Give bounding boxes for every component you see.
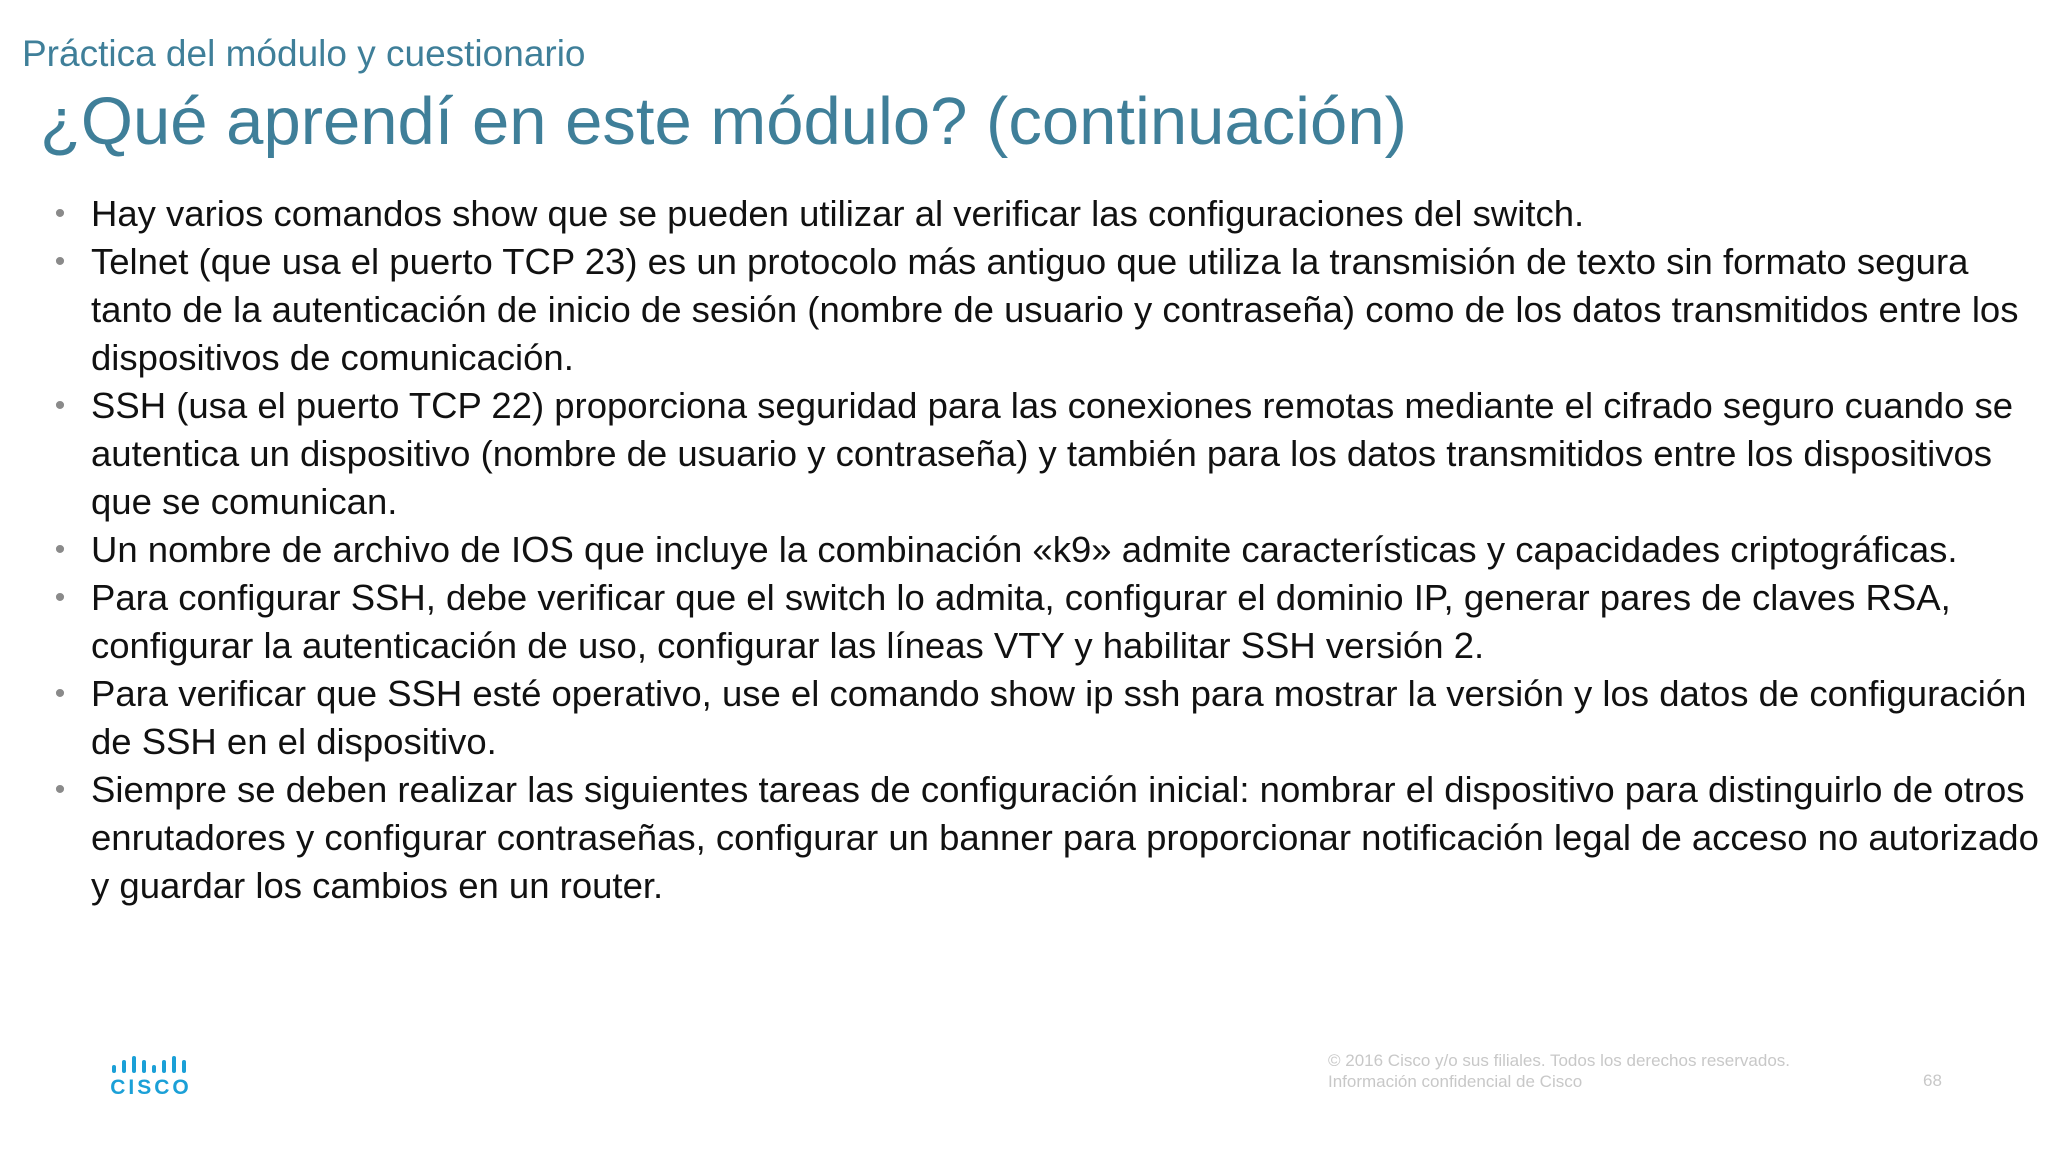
cisco-bridge-logo-icon	[110, 1055, 192, 1075]
slide-title: ¿Qué aprendí en este módulo? (continuación)	[40, 84, 1407, 159]
bullet-text: Para configurar SSH, debe verificar que el switch lo admita, configurar el dominio IP, generar pares de claves RSA, configurar la autenticación de uso, configurar las líneas VTY y habilitar SSH versión 2.	[91, 577, 1951, 666]
bullet-item	[50, 238, 2040, 382]
page-number: 68	[1923, 1071, 1942, 1090]
bullet-dot-icon: •	[54, 245, 66, 278]
bullet-text: Telnet (que usa el puerto TCP 23) es un protocolo más antiguo que utiliza la transmisión de texto sin formato segura tanto de la autenticación de inicio de sesión (nombre de usuario y contraseña) como de los datos transmitidos entre los dispositivos de comunicación.	[91, 241, 2019, 378]
bullet-item	[50, 190, 2040, 238]
bullet-text: Para verificar que SSH esté operativo, use el comando show ip ssh para mostrar la versión y los datos de configuración de SSH en el dispositivo.	[91, 673, 2027, 762]
bullet-item	[50, 526, 2040, 574]
bullet-item	[50, 670, 2040, 766]
bullet-dot-icon: •	[54, 677, 66, 710]
bullet-text: Siempre se deben realizar las siguientes tareas de configuración inicial: nombrar el dispositivo para distinguirlo de otros enrutadores y configurar contraseñas, configurar un banner para proporcionar notificación legal de acceso no autorizado y guardar los cambios en un router.	[91, 769, 2039, 906]
footer-copyright: © 2016 Cisco y/o sus filiales. Todos los derechos reservados.	[1328, 1051, 1790, 1070]
bullet-dot-icon: •	[54, 773, 66, 806]
bullet-item	[50, 382, 2040, 526]
bullet-text: SSH (usa el puerto TCP 22) proporciona seguridad para las conexiones remotas mediante el cifrado seguro cuando se autentica un dispositivo (nombre de usuario y contraseña) y también para los datos transmitidos entre los dispositivos que se comunican.	[91, 385, 2014, 522]
footer-confidential: Información confidencial de Cisco	[1328, 1072, 1583, 1091]
cisco-logo	[110, 1055, 192, 1097]
bullet-dot-icon: •	[54, 533, 66, 566]
bullet-dot-icon: •	[54, 197, 66, 230]
bullet-text: Un nombre de archivo de IOS que incluye la combinación «k9» admite características y capacidades criptográficas.	[91, 529, 1958, 570]
bullet-text: Hay varios comandos show que se pueden utilizar al verificar las configuraciones del switch.	[91, 193, 1585, 234]
cisco-logo-text: CISCO	[110, 1076, 192, 1099]
footer-legal	[1328, 1050, 1790, 1092]
bullet-dot-icon: •	[54, 581, 66, 614]
bullet-item	[50, 766, 2040, 910]
bullet-dot-icon: •	[54, 389, 66, 422]
bullet-list	[50, 190, 2040, 910]
bullet-item	[50, 574, 2040, 670]
section-kicker: Práctica del módulo y cuestionario	[22, 33, 586, 74]
